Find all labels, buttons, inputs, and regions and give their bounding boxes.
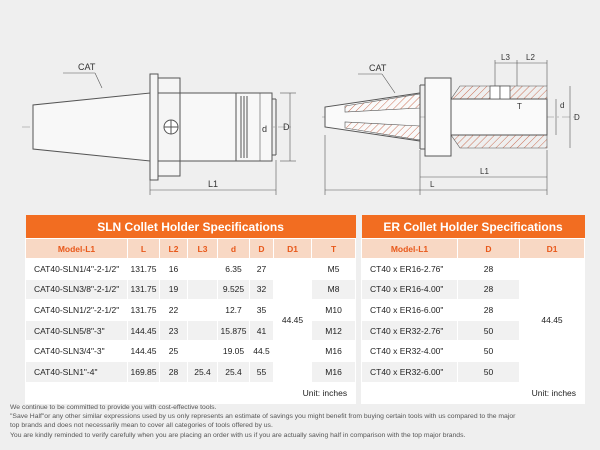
- model-cell: CT40 x ER32-2.76": [362, 320, 458, 341]
- table-cell: 131.75: [128, 300, 160, 321]
- table-cell: 12.7: [218, 300, 250, 321]
- table-cell: [188, 259, 218, 280]
- sln-d1-cell: 44.45: [274, 259, 312, 383]
- table-cell: 44.5: [250, 341, 274, 362]
- table-cell: 144.45: [128, 320, 160, 341]
- er-spec-table: [361, 215, 585, 404]
- table-cell: [188, 341, 218, 362]
- table-cell: M10: [312, 300, 356, 321]
- table-cell: 169.85: [128, 361, 160, 382]
- table-cell: 9.525: [218, 279, 250, 300]
- model-cell: CT40 x ER32-6.00": [362, 361, 458, 382]
- model-cell: CAT40-SLN1/2"-2-1/2": [26, 300, 128, 321]
- left-cat-label: CAT: [78, 62, 96, 72]
- left-L1-label: L1: [208, 179, 219, 189]
- table-cell: 22: [160, 300, 188, 321]
- right-L-label: L: [430, 180, 435, 189]
- sln-header-cell: L3: [188, 239, 218, 259]
- sln-header-cell: T: [312, 239, 356, 259]
- model-cell: CAT40-SLN1"-4": [26, 361, 128, 382]
- right-D-label: D: [574, 113, 580, 122]
- table-cell: 55: [250, 361, 274, 382]
- footer-disclaimer: [10, 403, 595, 440]
- table-cell: 19.05: [218, 341, 250, 362]
- table-cell: 19: [160, 279, 188, 300]
- right-d-label: d: [560, 101, 565, 110]
- table-cell: 15.875: [218, 320, 250, 341]
- er-d1-cell: 44.45: [520, 259, 585, 383]
- table-cell: 23: [160, 320, 188, 341]
- left-D-label: D: [283, 122, 290, 132]
- model-cell: CAT40-SLN3/8"-2-1/2": [26, 279, 128, 300]
- table-cell: 35: [250, 300, 274, 321]
- technical-drawings: [0, 0, 600, 210]
- er-holder-drawing: [322, 60, 578, 195]
- table-cell: 50: [458, 361, 520, 382]
- er-header-cell: D1: [520, 239, 585, 259]
- model-cell: CT40 x ER32-4.00": [362, 341, 458, 362]
- table-cell: M8: [312, 279, 356, 300]
- model-cell: CAT40-SLN5/8"-3": [26, 320, 128, 341]
- table-cell: 28: [458, 259, 520, 280]
- sln-header-row: [26, 239, 356, 259]
- er-header-row: [362, 239, 585, 259]
- table-cell: 28: [160, 361, 188, 382]
- right-L3-label: L3: [501, 53, 510, 62]
- table-cell: 50: [458, 341, 520, 362]
- table-cell: 50: [458, 320, 520, 341]
- table-cell: 41: [250, 320, 274, 341]
- right-L2-label: L2: [526, 53, 535, 62]
- table-cell: 131.75: [128, 279, 160, 300]
- sln-header-cell: L: [128, 239, 160, 259]
- sln-spec-table: [25, 215, 356, 404]
- table-cell: 25: [160, 341, 188, 362]
- er-unit-note: Unit: inches: [362, 382, 585, 403]
- table-row: [362, 259, 585, 280]
- er-header-cell: Model-L1: [362, 239, 458, 259]
- footer-line: "Save Half"or any other similar expressions used by us only represents an estimate of savings you might benefit from buying certain tools with us compared to the major: [10, 413, 516, 421]
- table-row: [26, 259, 356, 280]
- er-header-cell: D: [458, 239, 520, 259]
- table-cell: M12: [312, 320, 356, 341]
- right-L1-label: L1: [480, 167, 489, 176]
- model-cell: CT40 x ER16-4.00": [362, 279, 458, 300]
- table-cell: M16: [312, 341, 356, 362]
- table-cell: [188, 320, 218, 341]
- footer-line: You are kindly reminded to verify carefully when you are placing an order with us if you are actually saving half in comparison with the top major brands.: [10, 431, 466, 439]
- right-T-label: T: [517, 102, 522, 111]
- table-cell: 25.4: [188, 361, 218, 382]
- footer-line: top brands and does not necessarily mean to cover all categories of tools offered by us.: [10, 422, 273, 430]
- table-cell: 28: [458, 300, 520, 321]
- table-cell: 28: [458, 279, 520, 300]
- table-cell: [188, 300, 218, 321]
- sln-header-cell: L2: [160, 239, 188, 259]
- sln-header-cell: D: [250, 239, 274, 259]
- sln-header-cell: d: [218, 239, 250, 259]
- left-d-label: d: [262, 124, 268, 134]
- sln-header-cell: Model-L1: [26, 239, 128, 259]
- table-cell: M5: [312, 259, 356, 280]
- model-cell: CAT40-SLN3/4"-3": [26, 341, 128, 362]
- table-cell: M16: [312, 361, 356, 382]
- table-cell: 6.35: [218, 259, 250, 280]
- model-cell: CAT40-SLN1/4"-2-1/2": [26, 259, 128, 280]
- sln-table-title: SLN Collet Holder Specifications: [26, 215, 356, 239]
- table-cell: 131.75: [128, 259, 160, 280]
- model-cell: CT40 x ER16-6.00": [362, 300, 458, 321]
- table-cell: 25.4: [218, 361, 250, 382]
- sln-header-cell: D1: [274, 239, 312, 259]
- table-cell: 27: [250, 259, 274, 280]
- table-cell: [188, 279, 218, 300]
- sln-holder-drawing: [22, 73, 296, 195]
- table-cell: 16: [160, 259, 188, 280]
- footer-line: We continue to be committed to provide you with cost-effective tools.: [10, 404, 217, 411]
- er-table-title: ER Collet Holder Specifications: [362, 215, 585, 239]
- right-cat-label: CAT: [369, 63, 387, 73]
- table-cell: 144.45: [128, 341, 160, 362]
- table-cell: 32: [250, 279, 274, 300]
- sln-unit-note: Unit: inches: [26, 382, 356, 403]
- model-cell: CT40 x ER16-2.76": [362, 259, 458, 280]
